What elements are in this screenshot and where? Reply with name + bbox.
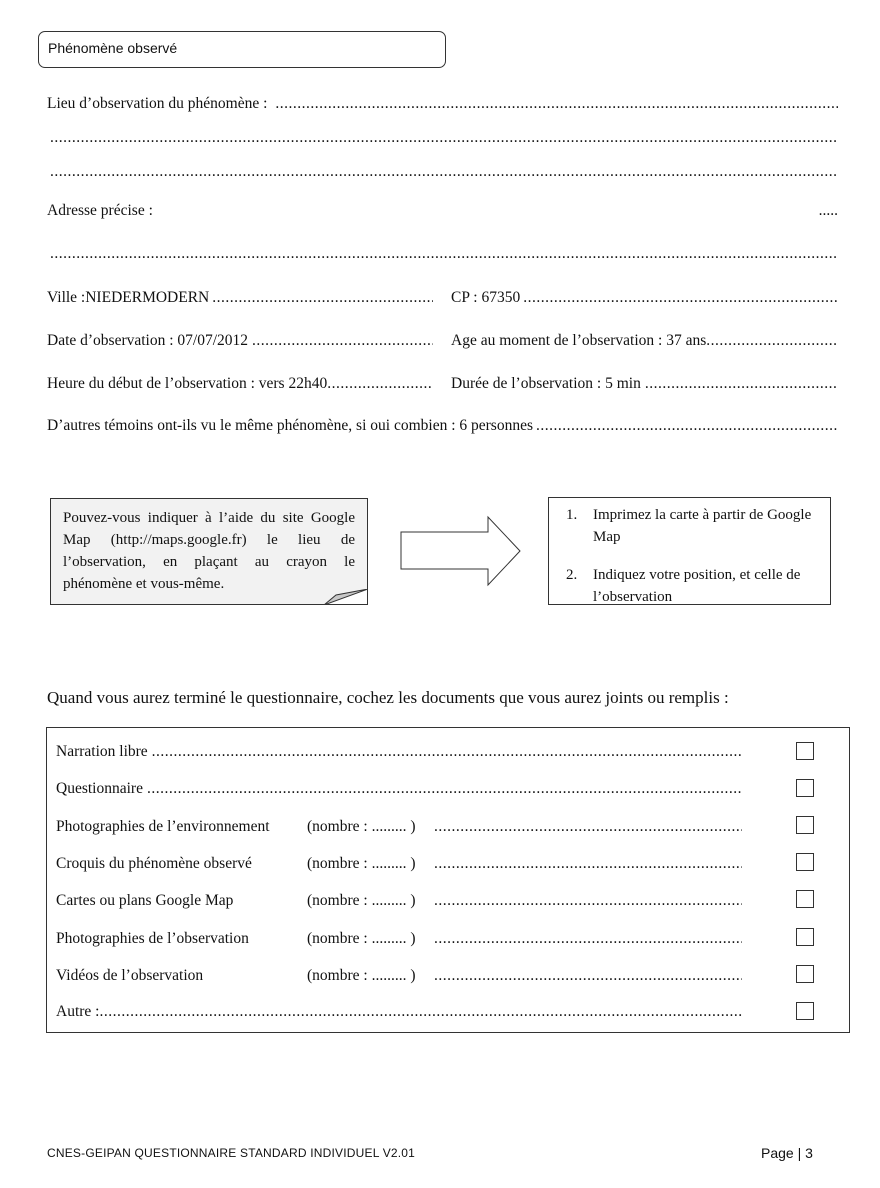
duree-field[interactable] <box>451 373 838 393</box>
google-map-note <box>50 498 368 605</box>
document-count[interactable]: (nombre : ......... ) <box>307 855 416 872</box>
document-label: Autre : <box>56 1003 100 1020</box>
dotted-line <box>434 967 742 985</box>
dotted-line <box>434 818 742 836</box>
document-count[interactable]: (nombre : ......... ) <box>307 930 416 947</box>
section-title: Phénomène observé <box>48 40 178 56</box>
ville-field[interactable] <box>47 287 433 307</box>
instructions-box <box>548 497 831 605</box>
document-row-videos <box>56 965 742 985</box>
instruction-text: Indiquez votre position, et celle de l’observation <box>593 567 801 605</box>
heure-field[interactable] <box>47 373 433 393</box>
heure-value: Heure du début de l’observation : vers 22h40 <box>47 375 328 392</box>
temoins-field[interactable] <box>47 415 838 435</box>
document-count[interactable]: (nombre : ......... ) <box>307 967 416 984</box>
dotted-line <box>50 245 838 263</box>
document-count[interactable]: (nombre : ......... ) <box>307 818 416 835</box>
checkbox-questionnaire[interactable] <box>796 779 814 797</box>
document-label: Vidéos de l’observation <box>56 967 204 984</box>
checkbox-narration[interactable] <box>796 742 814 760</box>
dotted-line <box>147 780 742 798</box>
google-map-note-text: Pouvez-vous indiquer à l’aide du site Google Map (http://maps.google.fr) le lieu de l’observation, en plaçant au crayon le phénomène et vous-même. <box>63 510 355 592</box>
cp-field[interactable] <box>451 287 838 307</box>
checkbox-autre[interactable] <box>796 1002 814 1020</box>
age-field[interactable] <box>451 330 838 350</box>
checkbox-photos-environnement[interactable] <box>796 816 814 834</box>
date-value: Date d’observation : 07/07/2012 <box>47 332 249 349</box>
document-row-cartes <box>56 890 742 910</box>
adresse-label: Adresse précise : <box>47 202 153 219</box>
folded-corner-icon <box>324 589 368 605</box>
adresse-continuation[interactable] <box>50 243 838 263</box>
document-row-croquis <box>56 853 742 873</box>
date-field[interactable] <box>47 330 433 350</box>
dotted-line <box>275 95 838 113</box>
checkbox-videos[interactable] <box>796 965 814 983</box>
lieu-label: Lieu d’observation du phénomène : <box>47 95 268 112</box>
age-value: Age au moment de l’observation : 37 ans <box>451 332 707 349</box>
lieu-continuation-1[interactable] <box>50 127 838 147</box>
ville-value: Ville :NIEDERMODERN <box>47 289 210 306</box>
instruction-number: 1. <box>566 507 578 523</box>
lieu-field[interactable] <box>47 93 838 113</box>
dotted-line <box>50 129 838 147</box>
document-row-photos-observation <box>56 928 742 948</box>
dotted-line <box>645 375 838 393</box>
section-title-box <box>38 31 446 68</box>
documents-checklist <box>46 727 850 1033</box>
checkbox-photos-observation[interactable] <box>796 928 814 946</box>
dotted-line <box>706 332 838 350</box>
dotted-line <box>536 417 838 435</box>
document-label: Cartes ou plans Google Map <box>56 892 234 909</box>
temoins-value: D’autres témoins ont-ils vu le même phénomène, si oui combien : 6 personnes <box>47 417 533 434</box>
dotted-line[interactable] <box>99 1003 742 1021</box>
right-arrow-icon <box>399 515 523 587</box>
dotted-line <box>252 332 433 350</box>
adresse-field[interactable] <box>47 200 838 220</box>
dotted-line <box>434 892 742 910</box>
document-row-photos-environnement <box>56 816 742 836</box>
instruction-number: 2. <box>566 567 578 583</box>
dotted-line <box>434 855 742 873</box>
footer-page-number: Page | 3 <box>761 1145 813 1161</box>
duree-value: Durée de l’observation : 5 min <box>451 375 641 392</box>
dotted-line <box>434 930 742 948</box>
instruction-item <box>566 504 820 548</box>
document-row-narration <box>56 741 742 761</box>
document-row-autre <box>56 1001 742 1021</box>
dotted-line <box>327 375 433 393</box>
document-label: Croquis du phénomène observé <box>56 855 252 872</box>
document-row-questionnaire <box>56 778 742 798</box>
adresse-trail: ..... <box>818 202 838 219</box>
document-label: Questionnaire <box>56 780 143 797</box>
cp-value: CP : 67350 <box>451 289 521 306</box>
checkbox-cartes[interactable] <box>796 890 814 908</box>
footer-document-id: CNES-GEIPAN QUESTIONNAIRE STANDARD INDIVIDUEL V2.01 <box>47 1146 416 1160</box>
document-label: Narration libre <box>56 743 148 760</box>
checkbox-croquis[interactable] <box>796 853 814 871</box>
dotted-line <box>50 163 838 181</box>
documents-prompt: Quand vous aurez terminé le questionnaire, cochez les documents que vous aurez joints ou remplis : <box>47 688 729 707</box>
document-label: Photographies de l’observation <box>56 930 249 947</box>
dotted-line <box>152 743 742 761</box>
dotted-line <box>212 289 433 307</box>
instruction-text: Imprimez la carte à partir de Google Map <box>593 507 812 545</box>
dotted-line <box>523 289 838 307</box>
document-label: Photographies de l’environnement <box>56 818 270 835</box>
instruction-item <box>566 564 820 605</box>
lieu-continuation-2[interactable] <box>50 161 838 181</box>
document-count[interactable]: (nombre : ......... ) <box>307 892 416 909</box>
